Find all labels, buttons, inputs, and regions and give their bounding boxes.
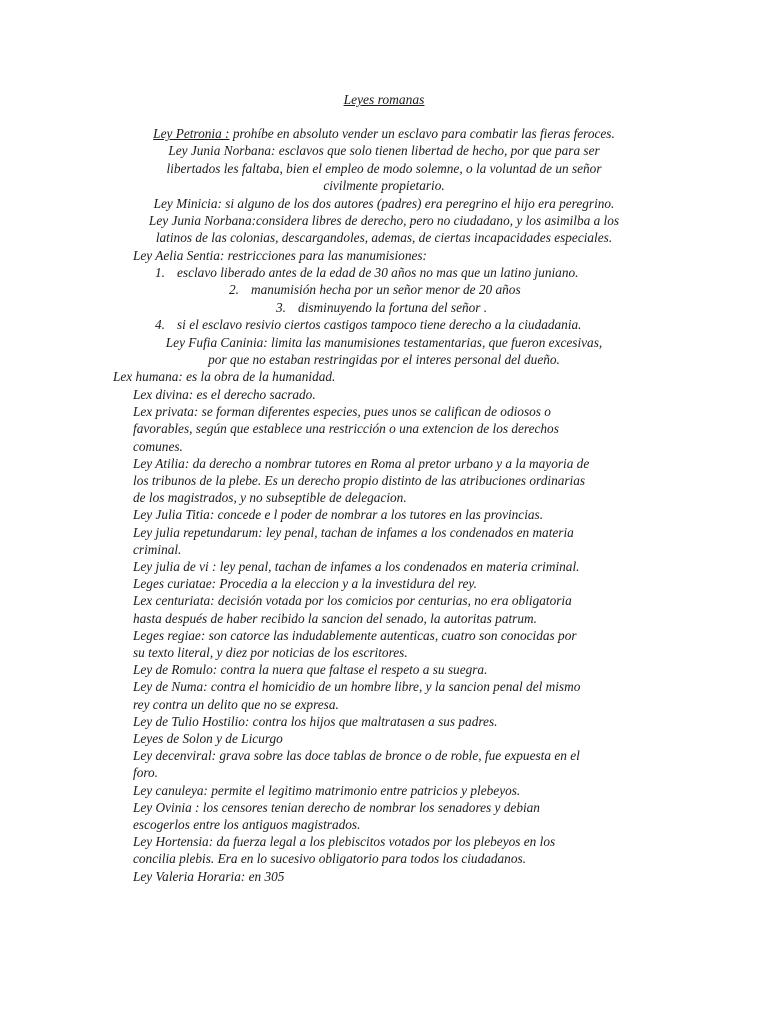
text-line: Ley Ovinia : los censores tenian derecho de nombrar los senadores y debian xyxy=(133,799,540,815)
text-line: concilia plebis. Era en lo sucesivo obligatorio para todos los ciudadanos. xyxy=(133,851,526,867)
text-line: Ley Junia Norbana:considera libres de derecho, pero no ciudadano, y los asimilba a los xyxy=(148,213,620,229)
text-line: Ley Julia Titia: concede e l poder de nombrar a los tutores en las provincias. xyxy=(133,507,544,523)
lex-humana-line: Lex humana: es la obra de la humanidad. xyxy=(113,369,336,384)
text-line: Ley de Romulo: contra la nuera que faltase el respeto a su suegra. xyxy=(133,662,488,678)
text-line: de los magistrados, y no subseptible de delegacion. xyxy=(133,490,407,506)
text-line: Ley julia repetundarum: ley penal, tachan de infames a los condenados en materia xyxy=(133,524,574,540)
text-line: rey contra un delito que no se expresa. xyxy=(133,696,339,712)
list-item: 4. si el esclavo resivio ciertos castigos tampoco tiene derecho a la ciudadania. xyxy=(155,317,582,333)
text-line: criminal. xyxy=(133,541,182,557)
text-line: libertados les faltaba, bien el empleo de modo solemne, o la voluntad de un señor xyxy=(166,160,602,176)
list-item: 1. esclavo liberado antes de la edad de 30 años no mas que un latino juniano. xyxy=(155,265,579,280)
text-line: latinos de las colonias, descargandoles, ademas, de ciertas incapacidades especiales. xyxy=(155,230,613,246)
text-line: Leges curiatae: Procedia a la eleccion y a la investidura del rey. xyxy=(133,576,477,592)
text-line: los tribunos de la plebe. Es un derecho propio distinto de las atribuciones ordinarias xyxy=(133,473,586,489)
text-line: favorables, según que establece una restricción o una extencion de los derechos xyxy=(133,421,559,437)
text-line xyxy=(60,125,708,142)
text-line: Ley julia de vi : ley penal, tachan de infames a los condenados en materia criminal. xyxy=(133,559,580,575)
text-line: Ley Hortensia: da fuerza legal a los plebiscitos votados por los plebeyos en los xyxy=(133,834,556,850)
fufia-caninia-block xyxy=(60,334,708,369)
text-line: Lex centuriata: decisión votada por los comicios por centurias, no era obligatoria xyxy=(133,593,572,609)
text-line: escogerlos entre los antiguos magistrados. xyxy=(133,817,361,833)
text-line: por que no estaban restringidas por el interes personal del dueño. xyxy=(208,352,560,368)
text-line: Ley decenviral: grava sobre las doce tablas de bronce o de roble, fue expuesta en el xyxy=(133,748,580,764)
text-line: Ley Atilia: da derecho a nombrar tutores en Roma al pretor urbano y a la mayoria de xyxy=(133,455,590,471)
text-line: Lex divina: es el derecho sacrado. xyxy=(133,387,316,402)
aelia-sentia-line: Ley Aelia Sentia: restricciones para las manumisiones: xyxy=(133,248,427,263)
document-title: Leyes romanas xyxy=(343,92,425,107)
text-line: Leges regiae: son catorce las indudablemente autenticas, cuatro son conocidas por xyxy=(133,627,577,643)
ley-petronia-text: prohíbe en absoluto vender un esclavo para combatir las fieras feroces. xyxy=(229,126,615,141)
ley-petronia-label: Ley Petronia : xyxy=(153,126,230,141)
text-line: civilmente propietario. xyxy=(323,178,445,194)
text-line: Ley canuleya: permite el legitimo matrimonio entre patricios y plebeyos. xyxy=(133,782,521,798)
text-line: hasta después de haber recibido la sancion del senado, la autoritas patrum. xyxy=(133,610,537,626)
list-item: 3. disminuyendo la fortuna del señor . xyxy=(276,299,488,315)
text-line: Ley de Numa: contra el homicidio de un hombre libre, y la sancion penal del mismo xyxy=(133,679,581,695)
text-line: Ley de Tulio Hostilio: contra los hijos que maltratasen a sus padres. xyxy=(133,713,498,729)
text-line: su texto literal, y diez por noticias de los escritores. xyxy=(133,645,408,661)
text-line: Ley Minicia: si alguno de los dos autores (padres) era peregrino el hijo era peregrino. xyxy=(153,195,615,211)
laws-list xyxy=(133,386,758,885)
text-line: Ley Valeria Horaria: en 305 xyxy=(133,868,285,884)
text-line: foro. xyxy=(133,765,158,781)
intro-block xyxy=(60,125,708,247)
text-line: Leyes de Solon y de Licurgo xyxy=(133,731,283,747)
text-line: Lex privata: se forman diferentes especies, pues unos se califican de odiosos o xyxy=(133,404,551,420)
text-line: comunes. xyxy=(133,438,183,454)
text-line: Ley Junia Norbana: esclavos que solo tienen libertad de hecho, por que para ser xyxy=(168,143,600,159)
numbered-list xyxy=(0,264,768,334)
list-item: 2. manumisión hecha por un señor menor de 20 años xyxy=(229,282,521,298)
text-line: Ley Fufia Caninia: limita las manumisiones testamentarias, que fueron excesivas, xyxy=(165,335,603,350)
